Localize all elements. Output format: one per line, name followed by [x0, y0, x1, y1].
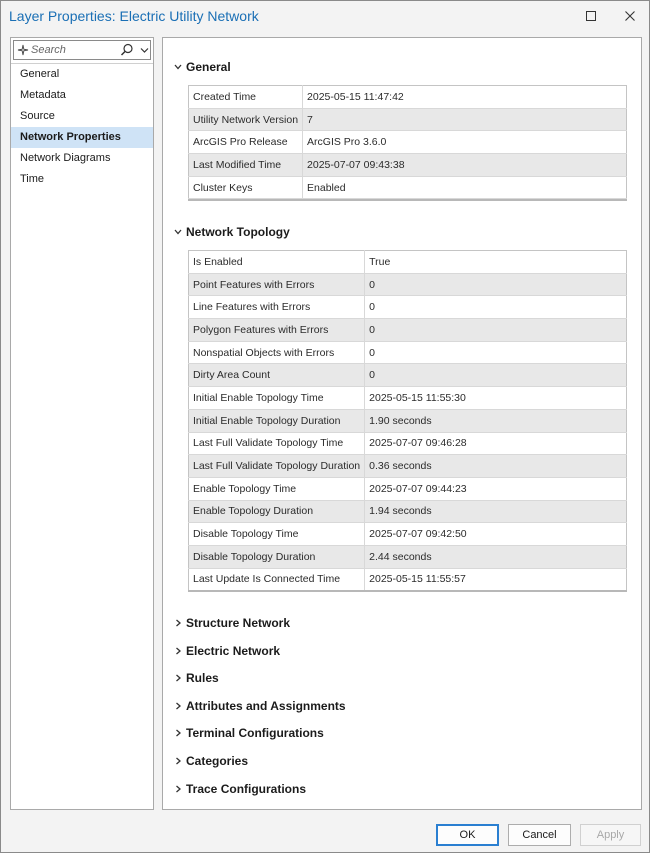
chevron-right-icon: [174, 729, 186, 737]
property-name: Line Features with Errors: [189, 296, 365, 319]
property-value: 0: [365, 341, 627, 364]
property-name: Enable Topology Duration: [189, 500, 365, 523]
search-input[interactable]: [13, 40, 151, 60]
general-properties-table: [188, 85, 627, 199]
section-header-attributes-and-assignments[interactable]: [174, 698, 346, 714]
table-row: [189, 273, 627, 296]
property-value: 2025-07-07 09:42:50: [365, 523, 627, 546]
maximize-icon: [586, 11, 596, 21]
table-row: [189, 108, 627, 131]
property-value: 0: [365, 319, 627, 342]
table-row: [189, 131, 627, 154]
chevron-down-icon: [174, 228, 186, 236]
section-title: General: [186, 60, 231, 74]
apply-button[interactable]: Apply: [580, 824, 641, 846]
property-name: Enable Topology Time: [189, 477, 365, 500]
table-row: [189, 364, 627, 387]
property-name: Last Full Validate Topology Time: [189, 432, 365, 455]
property-name: Dirty Area Count: [189, 364, 365, 387]
cancel-button[interactable]: Cancel: [508, 824, 571, 846]
search-icon[interactable]: [120, 43, 134, 57]
section-header-rules[interactable]: [174, 670, 219, 686]
section-title: Structure Network: [186, 616, 291, 630]
property-value: 1.90 seconds: [365, 409, 627, 432]
table-row: [189, 86, 627, 109]
property-value: 1.94 seconds: [365, 500, 627, 523]
section-title: Rules: [186, 671, 219, 686]
property-name: Disable Topology Time: [189, 523, 365, 546]
table-row: [189, 568, 627, 591]
section-header-structure-network[interactable]: [174, 615, 290, 631]
nav-item-network-properties[interactable]: Network Properties: [11, 127, 153, 148]
property-value: 2025-05-15 11:47:42: [303, 86, 627, 109]
table-row: [189, 455, 627, 478]
property-name: Last Full Validate Topology Duration: [189, 455, 365, 478]
table-row: [189, 296, 627, 319]
nav-list: [11, 64, 153, 190]
chevron-down-icon: [174, 63, 186, 71]
section-title: Attributes and Assignments: [186, 698, 346, 713]
property-name: Last Modified Time: [189, 154, 303, 177]
nav-item-time[interactable]: Time: [20, 173, 45, 185]
property-name: Cluster Keys: [189, 176, 303, 199]
property-name: Created Time: [189, 86, 303, 109]
property-value: 0: [365, 273, 627, 296]
property-name: Is Enabled: [189, 251, 365, 274]
table-bottom-border: [188, 590, 627, 592]
section-title: Network Topology: [186, 225, 290, 239]
property-value: 0: [365, 296, 627, 319]
close-icon: [625, 11, 635, 21]
property-name: Point Features with Errors: [189, 273, 365, 296]
section-header-general[interactable]: [174, 59, 231, 75]
property-value: 2025-07-07 09:46:28: [365, 432, 627, 455]
table-row: [189, 341, 627, 364]
property-name: Initial Enable Topology Duration: [189, 409, 365, 432]
section-title: Trace Configurations: [186, 781, 307, 796]
property-value: 0: [365, 364, 627, 387]
section-title: Categories: [186, 754, 249, 768]
section-header-terminal-configurations[interactable]: [174, 725, 324, 741]
table-row: [189, 251, 627, 274]
property-value: 2025-05-15 11:55:30: [365, 387, 627, 410]
chevron-right-icon: [174, 647, 186, 655]
section-title: Electric Network: [186, 643, 281, 658]
dialog-title: Layer Properties: Electric Utility Network: [9, 8, 259, 24]
nav-item-general[interactable]: General: [20, 68, 60, 80]
property-name: Last Update Is Connected Time: [189, 568, 365, 591]
chevron-down-icon[interactable]: [140, 46, 149, 55]
content-pane: [162, 37, 642, 810]
navigation-pane: [10, 37, 154, 810]
property-value: True: [365, 251, 627, 274]
property-value: 2025-07-07 09:44:23: [365, 477, 627, 500]
chevron-right-icon: [174, 757, 186, 765]
search-placeholder: Search: [31, 44, 66, 56]
chevron-right-icon: [174, 619, 186, 627]
property-name: Polygon Features with Errors: [189, 319, 365, 342]
section-header-network-topology[interactable]: [174, 224, 290, 240]
table-row: [189, 154, 627, 177]
table-row: [189, 432, 627, 455]
sparkle-icon: [17, 44, 29, 56]
property-name: ArcGIS Pro Release: [189, 131, 303, 154]
table-row: [189, 477, 627, 500]
property-value: 7: [303, 108, 627, 131]
property-name: Nonspatial Objects with Errors: [189, 341, 365, 364]
section-header-electric-network[interactable]: [174, 643, 280, 659]
section-title: Terminal Configurations: [186, 726, 324, 741]
table-row: [189, 523, 627, 546]
table-row: [189, 500, 627, 523]
property-name: Utility Network Version: [189, 108, 303, 131]
table-row: [189, 409, 627, 432]
chevron-right-icon: [174, 702, 186, 710]
property-name: Initial Enable Topology Time: [189, 387, 365, 410]
table-bottom-border: [188, 199, 627, 201]
title-bar: [1, 1, 649, 33]
property-value: 0.36 seconds: [365, 455, 627, 478]
property-value: 2.44 seconds: [365, 545, 627, 568]
nav-item-metadata[interactable]: Metadata: [20, 89, 66, 101]
table-row: [189, 319, 627, 342]
section-header-categories[interactable]: [174, 753, 248, 769]
nav-item-source[interactable]: Source: [20, 110, 55, 122]
property-name: Disable Topology Duration: [189, 545, 365, 568]
nav-item-network-diagrams[interactable]: Network Diagrams: [20, 152, 111, 164]
property-value: Enabled: [303, 176, 627, 199]
table-row: [189, 545, 627, 568]
property-value: 2025-05-15 11:55:57: [365, 568, 627, 591]
close-button[interactable]: [613, 3, 647, 29]
table-row: [189, 176, 627, 199]
chevron-right-icon: [174, 785, 186, 793]
ok-button[interactable]: OK: [436, 824, 499, 846]
topology-properties-table: [188, 250, 627, 591]
maximize-button[interactable]: [574, 3, 608, 29]
table-row: [189, 387, 627, 410]
property-value: 2025-07-07 09:43:38: [303, 154, 627, 177]
section-header-trace-configurations[interactable]: [174, 781, 306, 797]
chevron-right-icon: [174, 674, 186, 682]
property-value: ArcGIS Pro 3.6.0: [303, 131, 627, 154]
